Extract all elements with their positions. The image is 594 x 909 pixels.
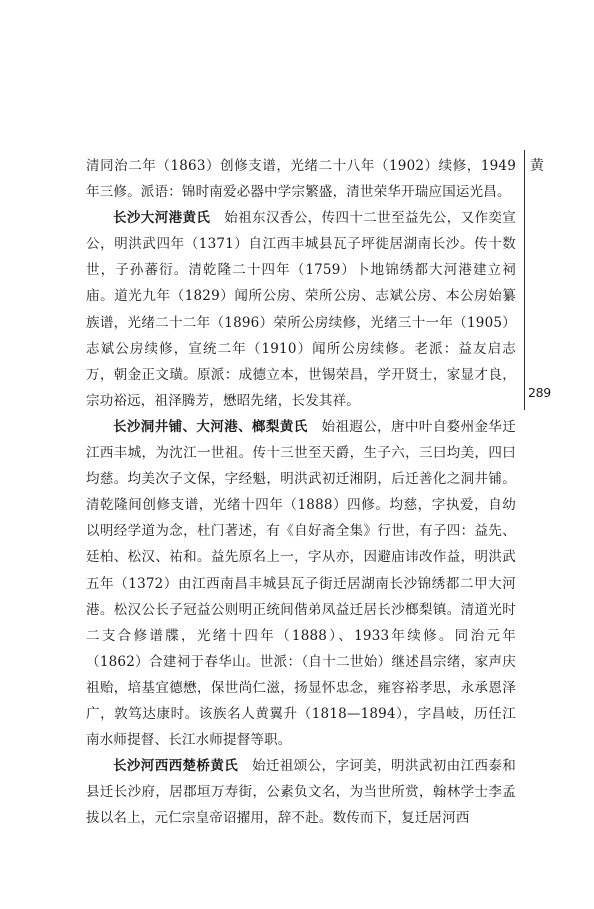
entry-heading: 长沙河西西楚桥黄氏: [113, 758, 239, 775]
margin-rule: [524, 150, 525, 410]
entry-heading: 长沙洞井铺、大河港、榔梨黄氏: [113, 418, 308, 435]
entry-changsha-dongjingpu: [86, 414, 516, 753]
main-text: [86, 153, 516, 831]
entry-heading: 长沙大河港黄氏: [113, 210, 211, 227]
entry-changsha-dahegang: [86, 205, 516, 414]
entry-text: 始祖遐公，唐中叶自婺州金华迁江西丰城，为沈江一世祖。传十三世至天爵，生子六，三曰均美，四曰均慈。均美次子文保，字经魁，明洪武初迁湘阴，后迁善化之洞井铺。清乾隆间创修支谱，光绪十四年（1888）四修。均慈，字执爱，自幼以明经学道为念，杜门著述，有《自好斋全集》行世，有子四：益先、廷柏、松汉、祐和。益先原名上一，字从亦，因避庙讳改作益，明洪武五年（1372）由江西南昌丰城县瓦子街迁居湖南长沙锦绣都二甲大河港。松汉公长子冠益公则明正统间偕弟凤益迁居长沙榔梨镇。清道光时二支合修谱牒，光绪十四年（1888）、1933年续修。同治元年（1862）合建祠于春华山。世派：（自十二世始）继述昌宗绪，家声庆祖贻，培基宜德懋，保世尚仁滋，扬显怀忠念，雍容裕孝思，永承恩泽广，敦笃达康时。该族名人黄翼升（1818—1894），字昌岐，历任江南水师提督、长江水师提督等职。: [86, 418, 516, 749]
entry-text: 始迁祖颂公，字诃美，明洪武初由江西泰和县迁长沙府，居郡垣万寿街，公素负文名，为当世所赏，翰林学士李孟拔以名上，元仁宗皇帝诏擢用，辞不赴。数传而下，复迁居河西: [86, 758, 516, 827]
entry-text: 始祖东汉香公，传四十二世至益先公，又作奕宣公，明洪武四年（1371）自江西丰城县瓦子坪徙居湖南长沙。传十数世，子孙蕃衍。清乾隆二十四年（1759）卜地锦绣都大河港建立祠庙。道光九年（1829）闻所公房、荣所公房、志斌公房、本公房始纂族谱，光绪二十二年（1896）荣所公房续修，光绪三十一年（1905）志斌公房续修，宣统二年（1910）闻所公房续修。老派：益友启志万，朝金正文璜。原派：成德立本，世锡荣昌，学开贤士，家显才良，宗功裕远，祖泽腾芳，懋昭先绪，长发其祥。: [86, 210, 516, 409]
paragraph-text: 清同治二年（1863）创修支谱，光绪二十八年（1902）续修，1949年三修。派语：锦时南爱必器中学宗繁盛，清世荣华开瑞应国运光昌。: [86, 158, 516, 201]
page-number: 289: [528, 385, 551, 400]
paragraph-1: [86, 153, 516, 205]
side-label: 黄: [530, 158, 544, 174]
entry-changsha-hexi-xichuqiao: [86, 753, 516, 831]
